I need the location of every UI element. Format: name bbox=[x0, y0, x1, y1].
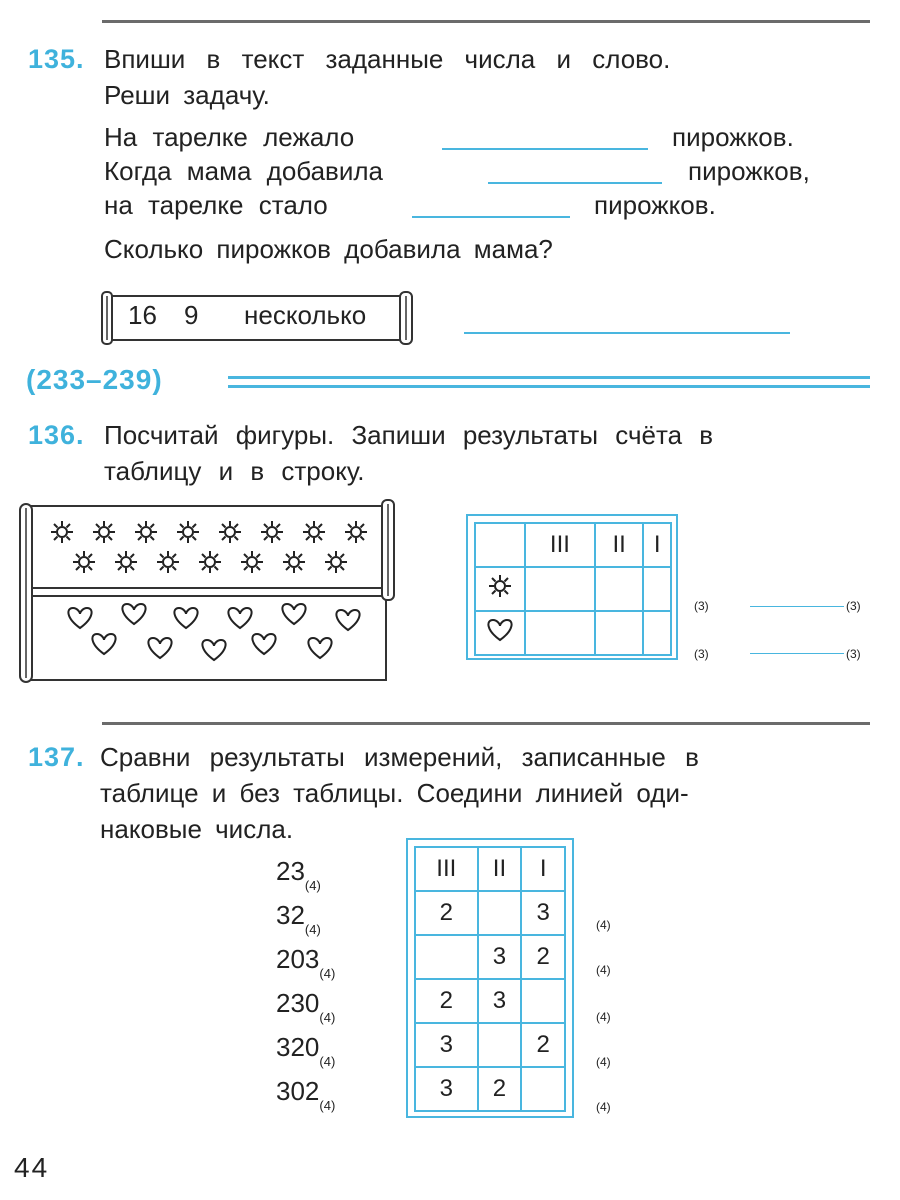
place-cell: 2 bbox=[478, 1067, 522, 1111]
story-blank-1[interactable] bbox=[442, 148, 648, 150]
count-cell[interactable] bbox=[595, 611, 644, 655]
place-cell: 3 bbox=[415, 1023, 478, 1067]
story-blank-2[interactable] bbox=[488, 182, 662, 184]
place-cell: 3 bbox=[521, 891, 565, 935]
mid-divider bbox=[102, 722, 870, 725]
section-rule-1 bbox=[228, 376, 870, 379]
story-line-2-after: пирожков, bbox=[688, 156, 810, 186]
row-base: (4) bbox=[596, 918, 611, 932]
count-table bbox=[474, 522, 672, 656]
story-line-1-before: На тарелке лежало bbox=[104, 122, 355, 152]
row-base: (4) bbox=[596, 1055, 611, 1069]
scroll-word-1: 16 bbox=[128, 300, 157, 330]
count-header-units: I bbox=[643, 523, 671, 567]
place-header-tens: II bbox=[478, 847, 522, 891]
sun-line-base-left: (3) bbox=[694, 599, 709, 613]
sun-line-base-right: (3) bbox=[846, 599, 861, 613]
story-line-3-before: на тарелке стало bbox=[104, 190, 328, 220]
task-137-number: 137. bbox=[28, 742, 85, 772]
figures-shelf bbox=[18, 498, 398, 690]
story-blank-3[interactable] bbox=[412, 216, 570, 218]
count-table-corner bbox=[475, 523, 525, 567]
task-135-question: Сколько пирожков добавила мама? bbox=[104, 234, 553, 264]
count-header-tens: II bbox=[595, 523, 644, 567]
page-number: 44 bbox=[14, 1152, 50, 1183]
place-cell bbox=[415, 935, 478, 979]
task-135-instr-line1: Впиши в текст заданные числа и слово. bbox=[104, 44, 671, 74]
place-cell bbox=[478, 891, 522, 935]
story-line-1-after: пирожков. bbox=[672, 122, 794, 152]
place-cell bbox=[521, 1067, 565, 1111]
number-item: $230_{(4)}$ bbox=[276, 988, 336, 1025]
task-137-instruction-3: наковые числа. bbox=[100, 814, 294, 844]
count-cell[interactable] bbox=[643, 567, 671, 611]
story-line-3-after: пирожков. bbox=[594, 190, 716, 220]
scroll-word-2: 9 bbox=[184, 300, 199, 330]
heart-answer-line[interactable] bbox=[750, 653, 844, 654]
heart-line-base-right: (3) bbox=[846, 647, 861, 661]
task-136-instruction-2: таблицу и в строку. bbox=[104, 456, 365, 486]
story-line-2-before: Когда мама добавила bbox=[104, 156, 384, 186]
place-cell: 2 bbox=[415, 891, 478, 935]
section-label: (233–239) bbox=[26, 364, 163, 395]
row-base: (4) bbox=[596, 1100, 611, 1114]
task-135-instruction-2: Реши задачу. bbox=[104, 80, 270, 110]
row-base: (4) bbox=[596, 1010, 611, 1024]
row-base: (4) bbox=[596, 963, 611, 977]
place-cell bbox=[521, 979, 565, 1023]
number-item: $23_{(4)}$ bbox=[276, 856, 321, 893]
task-136-number: 136. bbox=[28, 420, 85, 450]
heart-icon bbox=[475, 611, 525, 655]
count-cell[interactable] bbox=[643, 611, 671, 655]
number-item: $32_{(4)}$ bbox=[276, 900, 321, 937]
top-divider bbox=[102, 20, 870, 23]
count-cell[interactable] bbox=[525, 567, 595, 611]
place-cell: 2 bbox=[415, 979, 478, 1023]
count-cell[interactable] bbox=[525, 611, 595, 655]
task-137-instruction-1: Сравни результаты измерений, записанные в bbox=[100, 742, 699, 772]
task-135-number: 135. bbox=[28, 44, 85, 74]
place-header-hundreds: III bbox=[415, 847, 478, 891]
task-135-instruction-1 bbox=[104, 44, 866, 75]
number-item: $203_{(4)}$ bbox=[276, 944, 336, 981]
place-cell bbox=[478, 1023, 522, 1067]
place-cell: 2 bbox=[521, 935, 565, 979]
task-136-instruction-1: Посчитай фигуры. Запиши результаты счёта в bbox=[104, 420, 714, 450]
heart-line-base-left: (3) bbox=[694, 647, 709, 661]
number-item: $320_{(4)}$ bbox=[276, 1032, 336, 1069]
place-table bbox=[414, 846, 566, 1112]
place-header-units: I bbox=[521, 847, 565, 891]
sun-icon bbox=[475, 567, 525, 611]
task-137-instruction-2: таблице и без таблицы. Соедини линией оди- bbox=[100, 778, 689, 808]
scroll-word-3: несколько bbox=[244, 300, 367, 330]
place-cell: 3 bbox=[478, 979, 522, 1023]
count-header-hundreds: III bbox=[525, 523, 595, 567]
sun-answer-line[interactable] bbox=[750, 606, 844, 607]
answer-blank[interactable] bbox=[464, 332, 790, 334]
place-cell: 2 bbox=[521, 1023, 565, 1067]
count-cell[interactable] bbox=[595, 567, 644, 611]
place-cell: 3 bbox=[478, 935, 522, 979]
section-rule-2 bbox=[228, 385, 870, 388]
number-item: $302_{(4)}$ bbox=[276, 1076, 336, 1113]
place-cell: 3 bbox=[415, 1067, 478, 1111]
